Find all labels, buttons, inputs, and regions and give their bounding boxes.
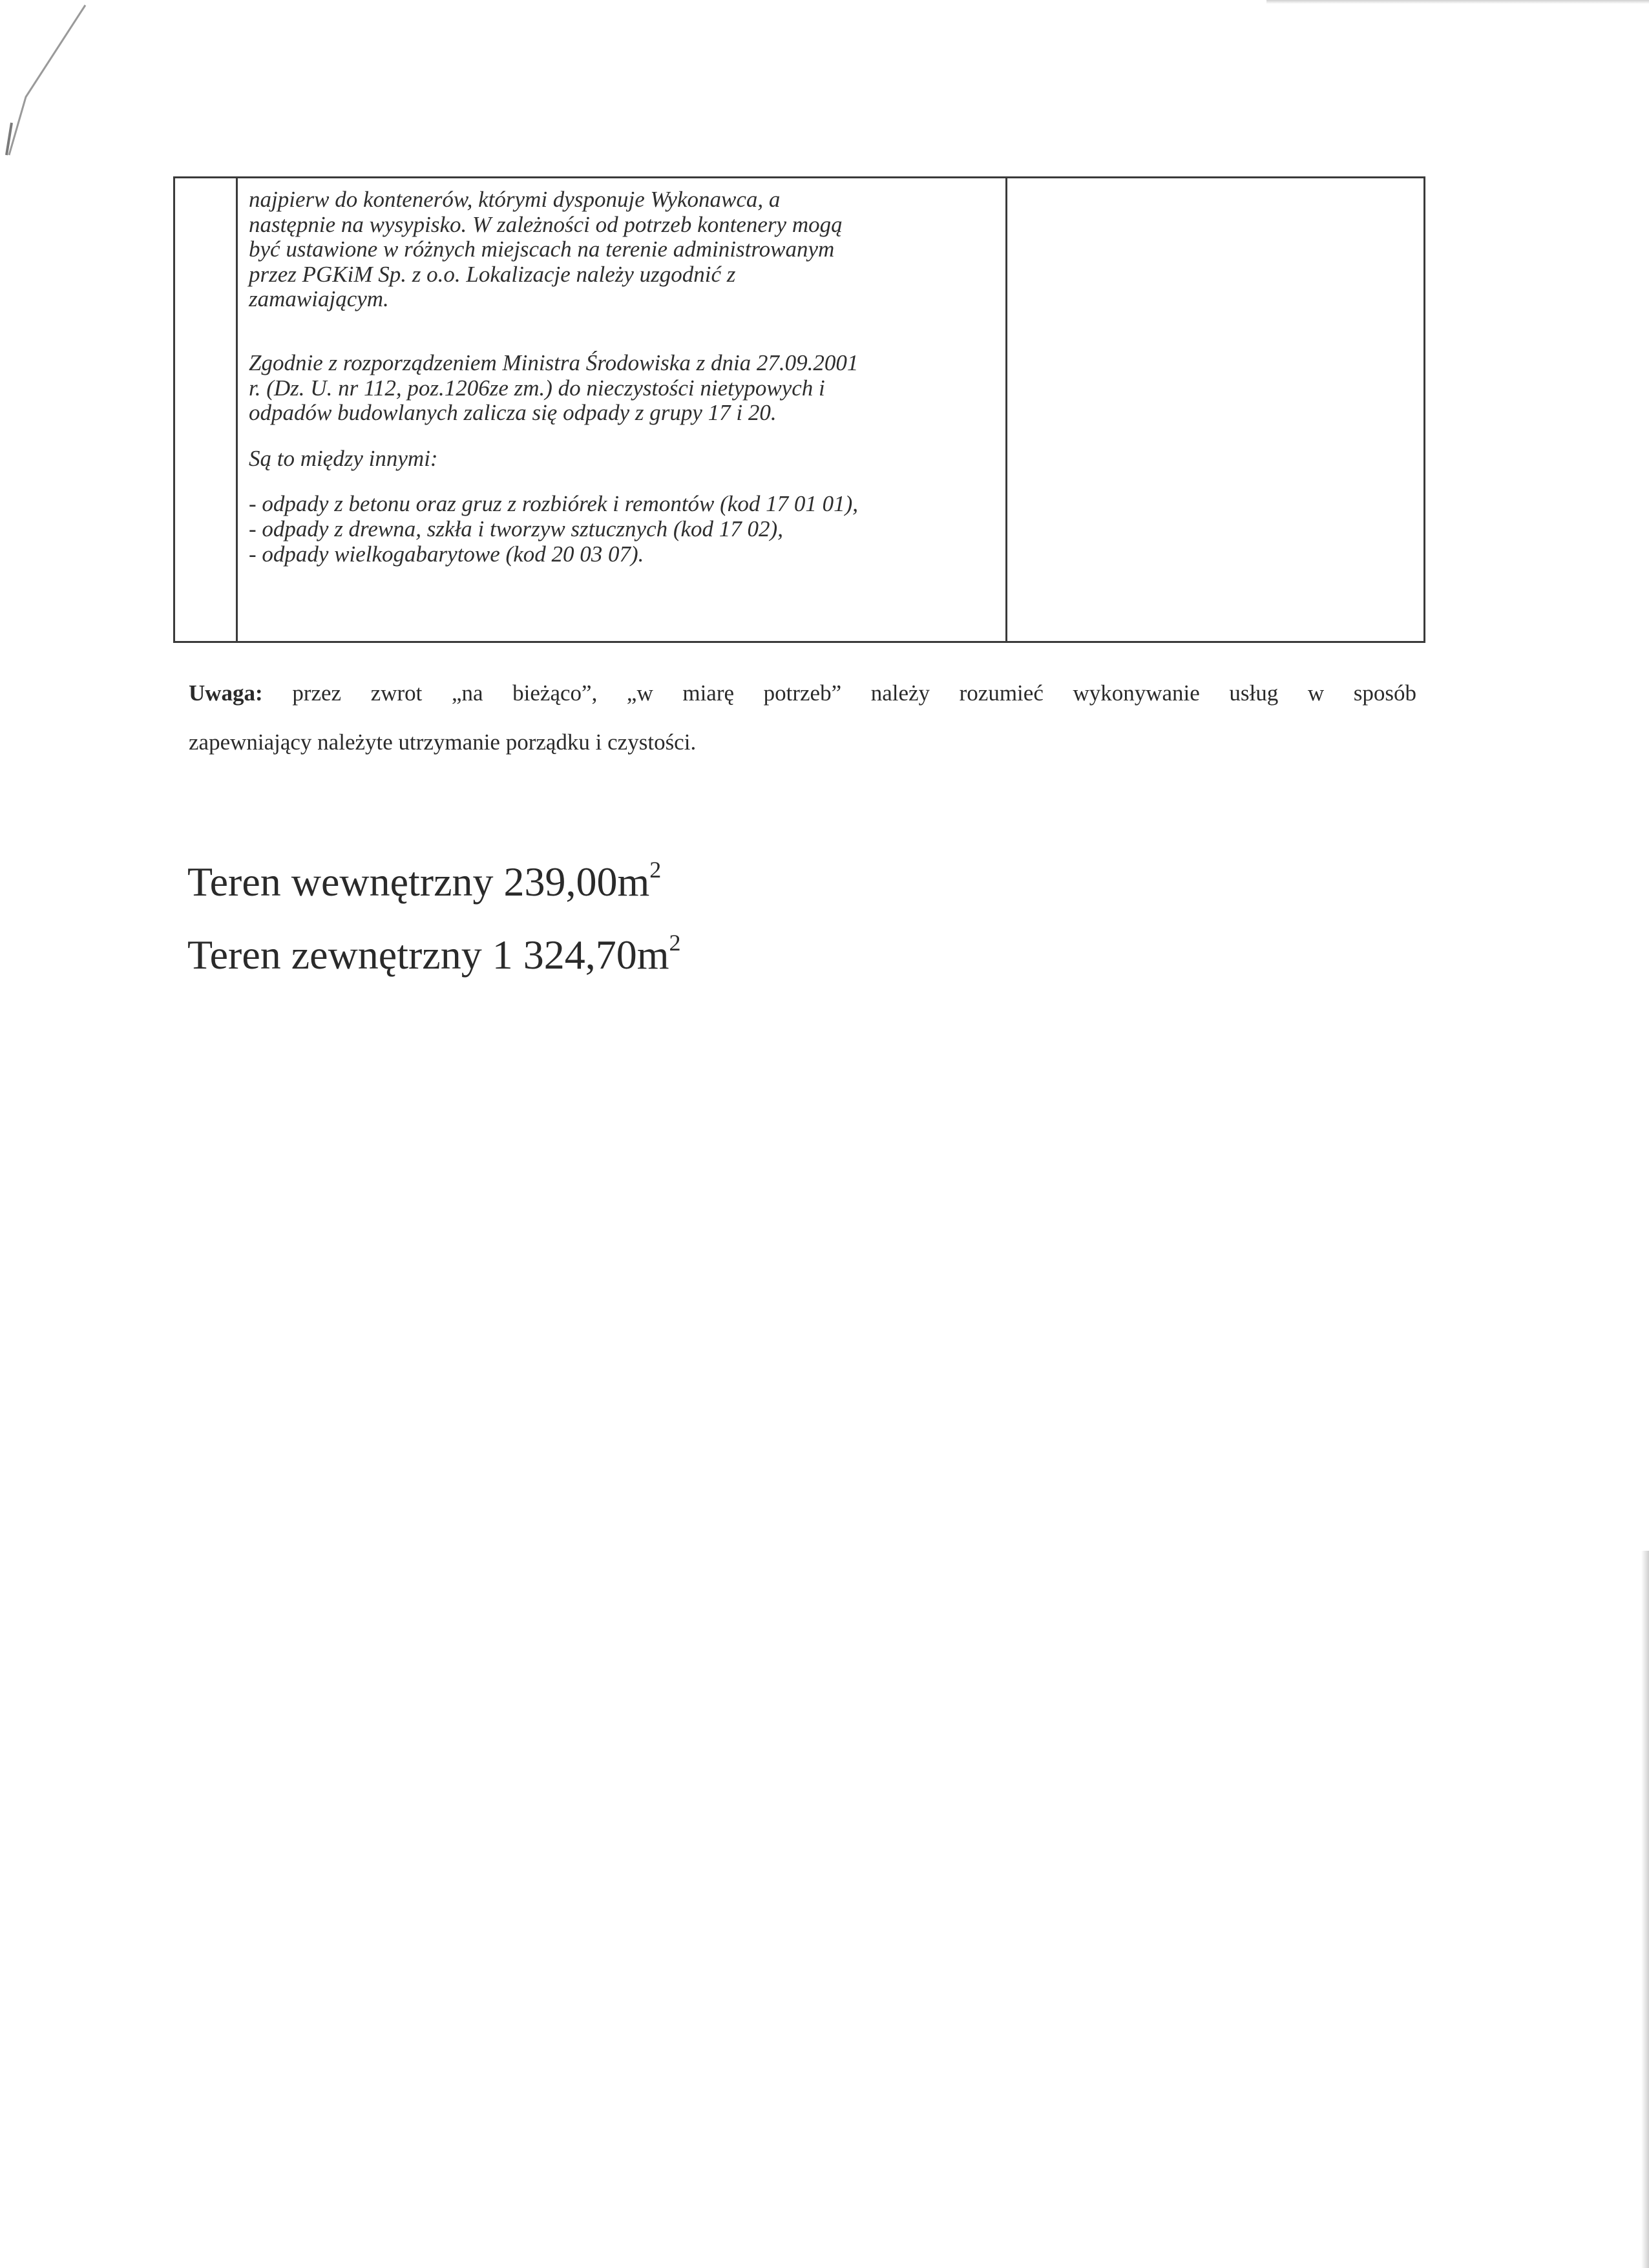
note-text-2: zapewniający należyte utrzymanie porządku i czystości.	[189, 730, 697, 755]
area-external-text: Teren zewnętrzny 1 324,70m	[187, 932, 669, 978]
scan-artifact-right-edge	[1641, 1551, 1649, 2268]
cell-line: przez PGKiM Sp. z o.o. Lokalizacje należy uzgodnić z	[249, 261, 736, 287]
cell-line: odpadów budowlanych zalicza się odpady z grupy 17 i 20.	[249, 400, 777, 426]
cell-paragraph-intro	[249, 446, 998, 472]
cell-line: być ustawione w różnych miejscach na terenie administrowanym	[249, 236, 835, 262]
cell-line: Zgodnie z rozporządzeniem Ministra Środowiska z dnia 27.09.2001	[249, 350, 859, 375]
cell-line: r. (Dz. U. nr 112, poz.1206ze zm.) do nieczystości nietypowych i	[249, 375, 825, 401]
cell-line: - odpady z betonu oraz gruz z rozbiórek i remontów (kod 17 01 01),	[249, 491, 859, 517]
area-internal	[187, 856, 661, 906]
area-external	[187, 929, 680, 979]
cell-line: najpierw do kontenerów, którymi dysponuje Wykonawca, a	[249, 187, 781, 212]
table-column-divider-2	[1005, 176, 1007, 643]
cell-line: - odpady z drewna, szkła i tworzyw sztucznych (kod 17 02),	[249, 516, 783, 541]
table-border-bottom	[173, 641, 1425, 643]
scan-artifact-stroke	[0, 0, 103, 168]
cell-line: Są to między innymi:	[249, 445, 438, 471]
table-border-right	[1423, 176, 1425, 643]
scan-artifact-top-edge	[1266, 0, 1649, 4]
cell-line: zamawiającym.	[249, 286, 389, 312]
cell-line: następnie na wysypisko. W zależności od potrzeb kontenery mogą	[249, 211, 843, 237]
area-external-unit-exponent: 2	[669, 930, 681, 956]
note-line-1	[189, 669, 1416, 718]
table-border-left	[173, 176, 175, 643]
area-internal-unit-exponent: 2	[649, 857, 662, 883]
area-internal-text: Teren wewnętrzny 239,00m	[187, 859, 650, 905]
table-column-divider-1	[236, 176, 238, 643]
cell-line: - odpady wielkogabarytowe (kod 20 03 07).	[249, 541, 644, 567]
table-description-cell	[249, 187, 998, 567]
table-border-top	[173, 176, 1425, 178]
cell-paragraph-waste-list	[249, 492, 998, 567]
note-text-1: przez zwrot „na bieżąco”, „w miarę potrzeb” należy rozumieć wykonywanie usług w sposób	[292, 680, 1416, 706]
cell-paragraph-containers	[249, 187, 998, 312]
note-label: Uwaga:	[189, 680, 263, 706]
cell-paragraph-regulation	[249, 351, 998, 426]
